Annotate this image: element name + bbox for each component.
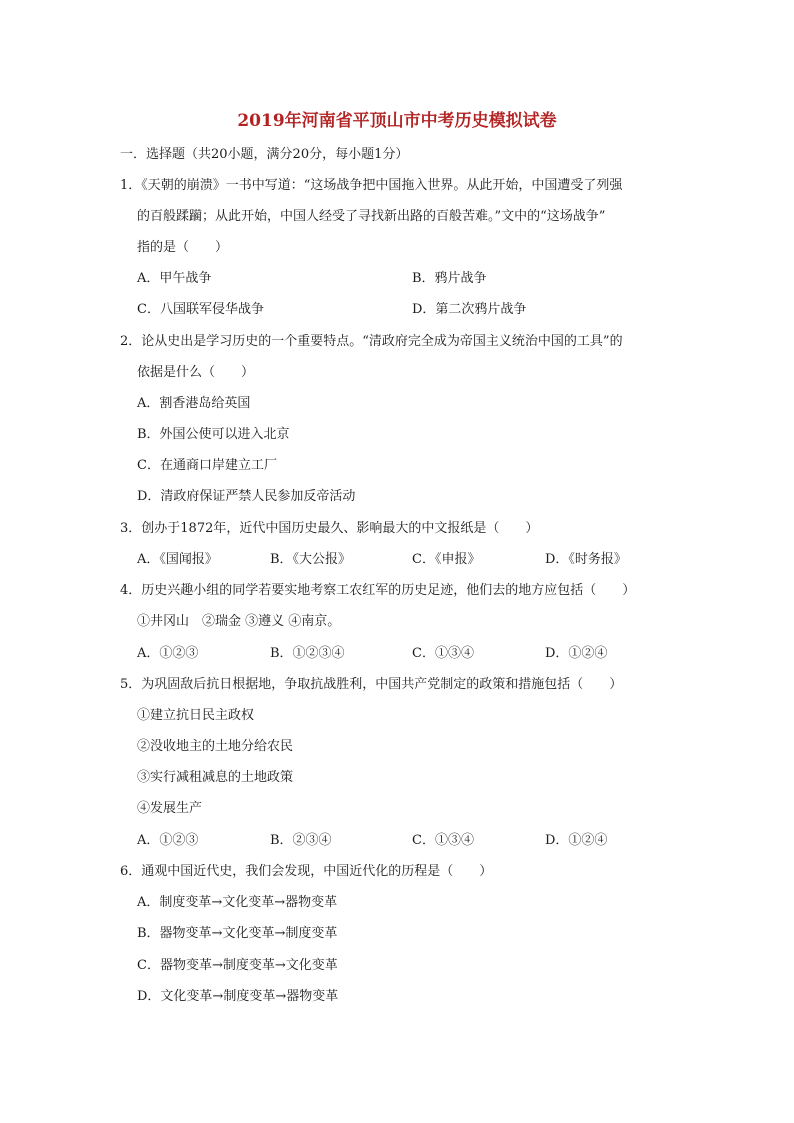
question-1-line-2: 的百般蹂躏；从此开始，中国人经受了寻找新出路的百般苦难。”文中的“这场战争” bbox=[137, 209, 606, 224]
question-1-option-d: D．第二次鸦片战争 bbox=[412, 302, 527, 317]
question-2-option-d: D．清政府保证严禁人民参加反帝活动 bbox=[137, 489, 356, 504]
question-6-option-d: D．文化变革→制度变革→器物变革 bbox=[137, 989, 339, 1004]
question-2-option-c: C．在通商口岸建立工厂 bbox=[137, 458, 277, 473]
question-5-item-3: ③实行减租减息的土地政策 bbox=[137, 770, 294, 785]
question-3-option-c: C．《申报》 bbox=[412, 552, 481, 567]
question-5-line-1: 5．为巩固敌后抗日根据地，争取抗战胜利，中国共产党制定的政策和措施包括（ ） bbox=[120, 677, 623, 692]
page-title: 2019年河南省平顶山市中考历史模拟试卷 bbox=[237, 111, 557, 131]
question-5-item-4: ④发展生产 bbox=[137, 801, 203, 816]
question-4-line-1: 4．历史兴趣小组的同学若要实地考察工农红军的历史足迹，他们去的地方应包括（ ） bbox=[120, 583, 636, 598]
question-2-line-1: 2．论从史出是学习历史的一个重要特点。“清政府完全成为帝国主义统治中国的工具”的 bbox=[120, 334, 623, 349]
question-1-line-3: 指的是（ ） bbox=[137, 240, 229, 255]
question-1-option-c: C．八国联军侵华战争 bbox=[137, 302, 264, 317]
question-6-line-1: 6．通观中国近代史，我们会发现，中国近代化的历程是（ ） bbox=[120, 864, 493, 879]
question-5-option-a: A．①②③ bbox=[137, 833, 199, 848]
question-6-option-c: C．器物变革→制度变革→文化变革 bbox=[137, 958, 338, 973]
question-2-option-a: A．割香港岛给英国 bbox=[137, 396, 251, 411]
question-3-line-1: 3．创办于1872年，近代中国历史最久、影响最大的中文报纸是（ ） bbox=[120, 521, 539, 536]
question-1-option-b: B．鸦片战争 bbox=[412, 271, 487, 286]
section-heading: 一．选择题（共20小题，满分20分，每小题1分） bbox=[120, 147, 409, 162]
question-1-line-1: 1．《天朝的崩溃》一书中写道：“这场战争把中国拖入世界。从此开始，中国遭受了列强 bbox=[120, 178, 623, 193]
question-2-line-2: 依据是什么（ ） bbox=[137, 365, 255, 380]
question-5-item-1: ①建立抗日民主政权 bbox=[137, 708, 255, 723]
question-1-option-a: A．甲午战争 bbox=[137, 271, 212, 286]
question-6-option-a: A．制度变革→文化变革→器物变革 bbox=[137, 895, 338, 910]
question-4-line-2: ①井冈山 ②瑞金 ③遵义 ④南京。 bbox=[137, 614, 341, 629]
question-4-option-d: D．①②④ bbox=[545, 646, 608, 661]
question-5-option-c: C．①③④ bbox=[412, 833, 474, 848]
question-5-option-b: B．②③④ bbox=[270, 833, 332, 848]
question-6-option-b: B．器物变革→文化变革→制度变革 bbox=[137, 926, 338, 941]
question-3-option-d: D．《时务报》 bbox=[545, 552, 627, 567]
question-2-option-b: B．外国公使可以进入北京 bbox=[137, 427, 290, 442]
question-3-option-b: B．《大公报》 bbox=[270, 552, 352, 567]
question-4-option-a: A．①②③ bbox=[137, 646, 199, 661]
question-4-option-b: B．①②③④ bbox=[270, 646, 345, 661]
question-3-option-a: A．《国闻报》 bbox=[137, 552, 218, 567]
question-4-option-c: C．①③④ bbox=[412, 646, 474, 661]
question-5-item-2: ②没收地主的土地分给农民 bbox=[137, 739, 294, 754]
question-5-option-d: D．①②④ bbox=[545, 833, 608, 848]
